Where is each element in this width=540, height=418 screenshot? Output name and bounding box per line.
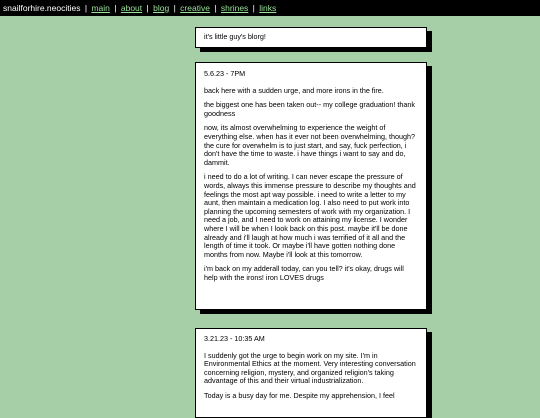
post-date: 3.21.23 - 10:35 AM bbox=[204, 334, 265, 343]
site-name: snailforhire.neocities bbox=[3, 3, 81, 13]
blog-post bbox=[195, 62, 427, 310]
nav-link-links[interactable]: links bbox=[259, 3, 277, 13]
nav-link-main[interactable]: main bbox=[91, 3, 110, 13]
post-paragraph: Today is a busy day for me. Despite my apprehension, I feel bbox=[204, 390, 395, 400]
nav-link-creative[interactable]: creative bbox=[180, 3, 210, 13]
nav-separator: | bbox=[214, 3, 217, 13]
nav-link-shrines[interactable]: shrines bbox=[220, 3, 249, 13]
post-paragraph: I suddenly got the urge to begin work on my site. I'm in Environmental Ethics at the moment. Very interesting conversation concerning religion, mystery, and organized religion's taking advantage of this and their virtual industrialization. bbox=[204, 350, 416, 386]
post-paragraph: i'm back on my adderall today, can you tell? it's okay, drugs will help with the irons! iron LOVES drugs bbox=[204, 264, 404, 282]
nav-separator: | bbox=[146, 3, 149, 13]
intro-text: it's little guy's blorg! bbox=[204, 32, 266, 41]
post-date: 5.6.23 - 7PM bbox=[204, 69, 246, 78]
nav-link-blog[interactable]: blog bbox=[153, 3, 170, 13]
nav-separator: | bbox=[173, 3, 176, 13]
intro-card bbox=[195, 27, 427, 48]
post-paragraph: the biggest one has been taken out-- my college graduation! thank goodness bbox=[204, 100, 415, 118]
top-nav-bar bbox=[0, 0, 540, 16]
nav-link-about[interactable]: about bbox=[120, 3, 143, 13]
nav-separator: | bbox=[84, 3, 88, 13]
post-paragraph: now, its almost overwhelming to experience the weight of everything else. when has it ever not been overwhelming, though? the cure for overwhelm is to just start, and say, fuck perfection, i don't have the time to waste. i have things i want to say and do, dammit. bbox=[204, 123, 415, 167]
post-paragraph: i need to do a lot of writing. I can never escape the pressure of words, always this immense pressure to describe my thoughts and feelings the most apt way possible. i need to write a letter to my aunt, then maintain a medication log. I also need to put work into planning the upcoming semesters of work with my organization. I need a job, and I need to work on attaining my license. I wonder where I will be when I look back on this post. maybe it'll be done already and i'll laugh at how much i was terrified of it all and the length of time it took. Or maybe i'll have gotten nothing done months from now. Maybe i'll look at this tomorrow. bbox=[204, 172, 416, 259]
post-paragraph: back here with a sudden urge, and more irons in the fire. bbox=[204, 85, 384, 95]
nav-separator: | bbox=[252, 3, 255, 13]
nav-separator: | bbox=[114, 3, 117, 13]
